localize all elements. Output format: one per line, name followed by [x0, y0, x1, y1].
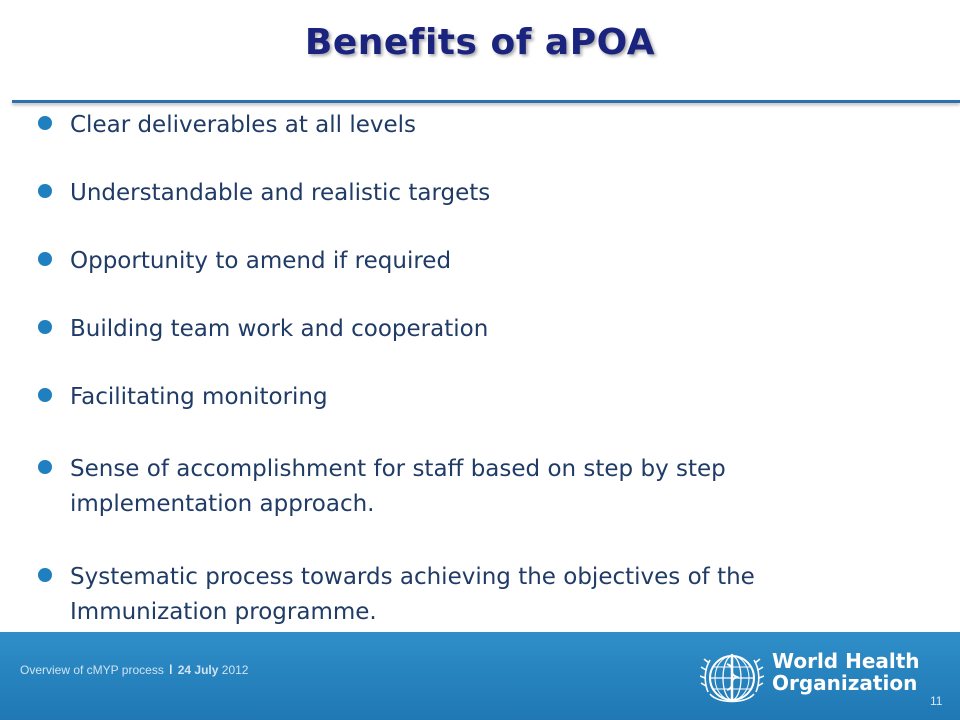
bullet-dot-icon	[38, 116, 52, 130]
footer-date: 24 July	[177, 663, 219, 677]
bullet-text: Understandable and realistic targets	[70, 180, 491, 206]
org-line-1: World Health	[772, 649, 920, 673]
who-emblem-icon	[700, 646, 764, 710]
page-number: 11	[930, 694, 943, 708]
bullet-dot-icon	[38, 252, 52, 266]
bullet-dot-icon	[38, 184, 52, 198]
slide-title: Benefits of aPOA	[304, 22, 656, 63]
bullet-text: Systematic process towards achieving the objectives of the Immunization programme.	[70, 564, 755, 625]
title-divider	[12, 100, 960, 103]
footer-year: 2012	[221, 663, 249, 677]
bullet-text: Building team work and cooperation	[70, 316, 489, 342]
bullet-dot-icon	[38, 388, 52, 402]
bullet-dot-icon	[38, 460, 52, 474]
bullet-text: Opportunity to amend if required	[70, 248, 452, 274]
footer-separator: I	[168, 661, 173, 677]
bullet-dot-icon	[38, 568, 52, 582]
footer-caption	[20, 661, 248, 677]
org-line-2: Organization	[772, 671, 918, 695]
bullet-text: Facilitating monitoring	[70, 384, 328, 410]
bullet-dot-icon	[38, 320, 52, 334]
organization-name	[772, 650, 920, 694]
bullet-text: Sense of accomplishment for staff based on step by step implementation approach.	[70, 456, 726, 517]
footer-bar	[0, 632, 960, 720]
bullet-text: Clear deliverables at all levels	[70, 112, 417, 138]
presentation-name: Overview of cMYP process	[20, 663, 164, 677]
